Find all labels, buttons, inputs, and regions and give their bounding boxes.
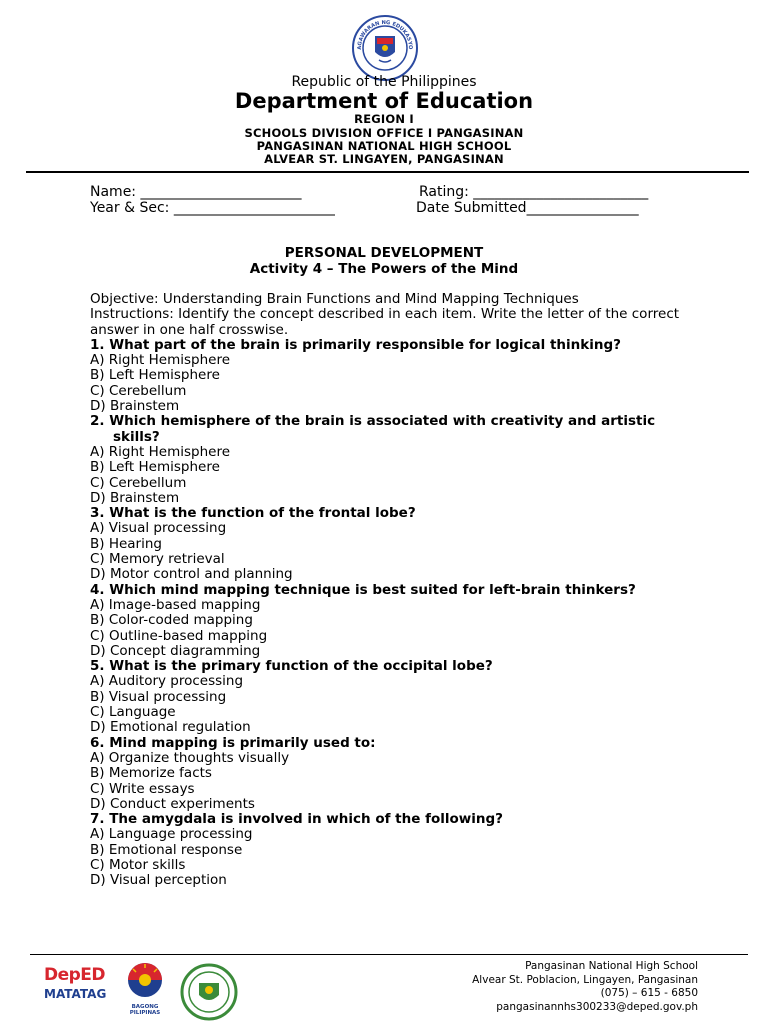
answer-option: B) Emotional response — [90, 841, 243, 858]
footer-email: pangasinannhs300233@deped.gov.ph — [496, 1000, 698, 1013]
name-field[interactable]: Name: _______________________ — [90, 184, 302, 200]
answer-option: B) Left Hemisphere — [90, 367, 220, 384]
bagong-pilipinas-text: BAGONG PILIPINAS — [129, 1004, 161, 1016]
bagong-pilipinas-logo — [116, 962, 174, 1016]
answer-option: C) Motor skills — [90, 856, 186, 873]
objective-text: Objective: Understanding Brain Functions and Mind Mapping Techniques — [90, 291, 579, 307]
answer-option: C) Cerebellum — [90, 474, 187, 491]
question-text: 3. What is the function of the frontal lobe? — [90, 505, 416, 522]
answer-option: B) Left Hemisphere — [90, 459, 220, 476]
answer-option: C) Cerebellum — [90, 382, 187, 399]
question-list — [90, 338, 690, 889]
school-seal-icon — [180, 963, 238, 1025]
answer-option: D) Conduct experiments — [90, 795, 255, 812]
rating-field[interactable]: Rating: _________________________ — [419, 184, 649, 200]
school-heading: PANGASINAN NATIONAL HIGH SCHOOL — [256, 139, 512, 153]
answer-option: A) Visual processing — [90, 520, 227, 537]
footer-divider — [30, 954, 748, 955]
answer-option: D) Concept diagramming — [90, 642, 261, 659]
activity-title: Activity 4 – The Powers of the Mind — [249, 261, 519, 277]
answer-option: D) Motor control and planning — [90, 566, 293, 583]
footer-school: Pangasinan National High School — [525, 960, 698, 972]
republic-heading: Republic of the Philippines — [291, 74, 477, 90]
region-heading: REGION I — [354, 112, 414, 126]
answer-option: D) Brainstem — [90, 398, 180, 415]
answer-option: A) Right Hemisphere — [90, 443, 231, 460]
answer-option: B) Color-coded mapping — [90, 612, 253, 629]
answer-option: C) Outline-based mapping — [90, 627, 268, 644]
answer-option: B) Hearing — [90, 535, 162, 552]
svg-text:KAGAWARAN NG EDUKASYON: AGAWARAN NG EDUKASYO — [356, 19, 414, 50]
answer-option: A) Right Hemisphere — [90, 352, 231, 369]
activity-content — [90, 292, 690, 889]
bagong-pilipinas-icon — [116, 962, 174, 1002]
division-heading: SCHOOLS DIVISION OFFICE I PANGASINAN — [244, 126, 524, 140]
deped-seal-icon — [351, 14, 419, 82]
footer-address: Alvear St. Poblacion, Lingayen, Pangasinan — [472, 973, 698, 986]
footer-contact — [472, 960, 698, 1014]
answer-option: D) Visual perception — [90, 872, 227, 889]
answer-option: D) Brainstem — [90, 489, 180, 506]
question-text: 7. The amygdala is involved in which of the following? — [90, 811, 503, 828]
answer-option: A) Language processing — [90, 826, 253, 843]
address-heading: ALVEAR ST. LINGAYEN, PANGASINAN — [264, 152, 504, 166]
question-text: 5. What is the primary function of the occipital lobe? — [90, 658, 493, 675]
question-text: 4. Which mind mapping technique is best suited for left-brain thinkers? — [90, 581, 636, 598]
date-submitted-field[interactable]: Date Submitted________________ — [416, 200, 639, 216]
department-heading: Department of Education — [234, 89, 534, 113]
year-sec-field[interactable]: Year & Sec: _______________________ — [90, 200, 335, 216]
question-text: 2. Which hemisphere of the brain is associated with creativity and artistic skills? — [90, 413, 656, 445]
deped-logo-text: DepED — [44, 965, 106, 985]
header-divider — [26, 171, 749, 173]
answer-option: C) Write essays — [90, 780, 195, 797]
question-text: 1. What part of the brain is primarily responsible for logical thinking? — [90, 336, 621, 353]
answer-option: C) Memory retrieval — [90, 551, 225, 568]
subject-title: PERSONAL DEVELOPMENT — [284, 245, 484, 261]
answer-option: A) Auditory processing — [90, 673, 244, 690]
answer-option: C) Language — [90, 704, 176, 721]
question-text: 6. Mind mapping is primarily used to: — [90, 734, 376, 751]
answer-option: A) Image-based mapping — [90, 596, 261, 613]
deped-matatag-logo — [44, 965, 106, 1001]
answer-option: A) Organize thoughts visually — [90, 749, 290, 766]
answer-option: D) Emotional regulation — [90, 719, 251, 736]
instructions-text: Instructions: Identify the concept described in each item. Write the letter of the correct answer in one half crosswise. — [90, 306, 680, 338]
answer-option: B) Memorize facts — [90, 765, 212, 782]
matatag-logo-text: MATATAG — [44, 987, 107, 1001]
footer-phone: (075) – 615 - 6850 — [600, 987, 698, 1000]
answer-option: B) Visual processing — [90, 688, 227, 705]
